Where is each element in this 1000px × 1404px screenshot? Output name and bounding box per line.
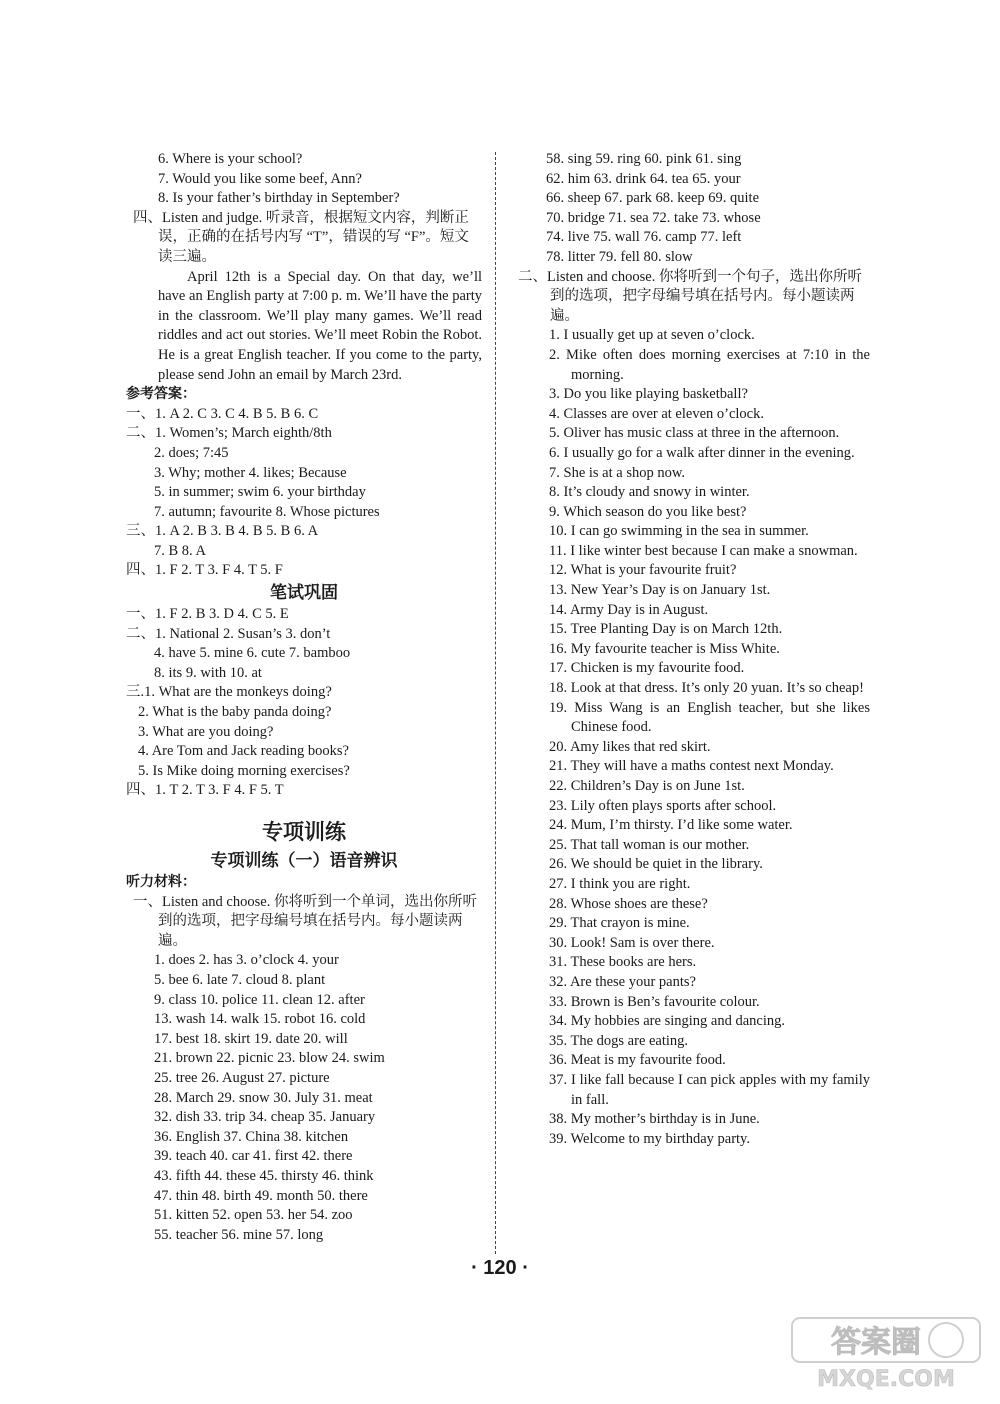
- word-line: 70. bridge 71. sea 72. take 73. whose: [546, 209, 761, 226]
- word-line: 47. thin 48. birth 49. month 50. there: [154, 1187, 368, 1204]
- section-2-title: 二、Listen and choose. 你将听到一个句子，选出你所听到的选项，把字母编号填在括号内。每小题读两遍。: [518, 268, 862, 324]
- sentence-line: 35. The dogs are eating.: [549, 1032, 689, 1049]
- sentence-line: 16. My favourite teacher is Miss White.: [549, 640, 780, 657]
- special-training-heading: 专项训练: [262, 820, 346, 844]
- sentence-line: 24. Mum, I’m thirsty. I’d like some water.: [549, 817, 793, 834]
- sentence-line: 29. That crayon is mine.: [549, 915, 690, 932]
- sentence-line: 22. Children’s Day is on June 1st.: [549, 778, 745, 794]
- word-line: 21. brown 22. picnic 23. blow 24. swim: [154, 1050, 385, 1067]
- sentence-line: 37. I like fall because I can pick apples with my family in fall.: [549, 1071, 870, 1108]
- word-line: 36. English 37. China 38. kitchen: [154, 1128, 349, 1145]
- answer-line: 2. does; 7:45: [154, 444, 229, 461]
- answer-line: 2. What is the baby panda doing?: [138, 704, 332, 721]
- word-line: 39. teach 40. car 41. first 42. there: [154, 1148, 353, 1165]
- watermark-logo-text: 答案圈: [831, 1325, 921, 1360]
- sentence-line: 12. What is your favourite fruit?: [549, 562, 737, 579]
- sentence-line: 20. Amy likes that red skirt.: [549, 738, 711, 755]
- left-column: [126, 150, 482, 1245]
- answer-line: 5. Is Mike doing morning exercises?: [138, 762, 350, 779]
- answer-line: 7. autumn; favourite 8. Whose pictures: [154, 503, 380, 520]
- sentence-line: 21. They will have a maths contest next Monday.: [549, 758, 834, 775]
- sentence-line: 2. Mike often does morning exercises at 7:10 in the morning.: [549, 346, 870, 383]
- sentence-line: 9. Which season do you like best?: [549, 503, 747, 520]
- word-line: 66. sheep 67. park 68. keep 69. quite: [546, 190, 760, 207]
- answer-line: 5. in summer; swim 6. your birthday: [154, 484, 366, 501]
- sentence-line: 38. My mother’s birthday is in June.: [549, 1111, 760, 1128]
- listening-passage: April 12th is a Special day. On that day, we’ll have an English party at 7:00 p. m. We’ll have the party in the classroom. We’ll play many games. We’ll read riddles and act out stories. We’ll meet Robin the Robot. He is a great English teacher. If you come to the party, please send John an email by March 23rd.: [158, 268, 482, 383]
- listening-material-label: 听力材料：: [126, 874, 196, 890]
- answer-line: 7. B 8. A: [154, 542, 206, 559]
- answer-line: 一、1. A 2. C 3. C 4. B 5. B 6. C: [126, 405, 319, 422]
- word-line: 1. does 2. has 3. o’clock 4. your: [154, 952, 339, 969]
- word-line: 43. fifth 44. these 45. thirsty 46. think: [154, 1167, 374, 1184]
- word-line: 78. litter 79. fell 80. slow: [546, 248, 693, 265]
- sentence-line: 6. I usually go for a walk after dinner in the evening.: [549, 444, 855, 461]
- sentence-line: 32. Are these your pants?: [549, 973, 696, 990]
- sentence-line: 3. Do you like playing basketball?: [549, 386, 748, 403]
- answer-line: 4. have 5. mine 6. cute 7. bamboo: [154, 645, 351, 662]
- sentence-line: 5. Oliver has music class at three in the afternoon.: [549, 425, 840, 442]
- answer-line: 三、1. A 2. B 3. B 4. B 5. B 6. A: [126, 523, 319, 540]
- sentence-line: 33. Brown is Ben’s favourite colour.: [549, 993, 760, 1010]
- question-line: 7. Would you like some beef, Ann?: [158, 170, 362, 187]
- question-line: 6. Where is your school?: [158, 151, 303, 167]
- sentence-line: 8. It’s cloudy and snowy in winter.: [549, 484, 750, 501]
- word-line: 32. dish 33. trip 34. cheap 35. January: [154, 1109, 376, 1126]
- answer-line: 4. Are Tom and Jack reading books?: [138, 743, 349, 760]
- question-line: 8. Is your father’s birthday in September?: [158, 190, 400, 207]
- answers-label: 参考答案：: [126, 386, 196, 403]
- watermark-url-text: MXQE.COM: [817, 1367, 955, 1392]
- special-training-subheading: 专项训练（一）语音辨识: [210, 851, 398, 871]
- word-line: 13. wash 14. walk 15. robot 16. cold: [154, 1011, 366, 1028]
- answer-line: 一、1. F 2. B 3. D 4. C 5. E: [126, 606, 289, 623]
- listen-choose-title: 一、Listen and choose. 你将听到一个单词，选出你所听到的选项，把字母编号填在括号内。每小题读两遍。: [133, 893, 477, 949]
- word-line: 28. March 29. snow 30. July 31. meat: [154, 1089, 373, 1106]
- sentence-line: 27. I think you are right.: [549, 875, 691, 892]
- sentence-line: 4. Classes are over at eleven o’clock.: [549, 405, 764, 422]
- sentence-line: 19. Miss Wang is an English teacher, but she likes Chinese food.: [549, 699, 870, 736]
- sentence-line: 1. I usually get up at seven o’clock.: [549, 327, 755, 344]
- answer-line: 二、1. Women’s; March eighth/8th: [126, 425, 332, 442]
- word-line: 62. him 63. drink 64. tea 65. your: [546, 170, 741, 187]
- answer-line: 三.1. What are the monkeys doing?: [126, 684, 332, 701]
- sentence-line: 17. Chicken is my favourite food.: [549, 660, 745, 677]
- sentence-line: 36. Meat is my favourite food.: [549, 1052, 726, 1069]
- sentence-line: 23. Lily often plays sports after school.: [549, 797, 777, 814]
- word-line: 55. teacher 56. mine 57. long: [154, 1226, 324, 1243]
- answer-line: 3. What are you doing?: [138, 723, 274, 740]
- page-number: · 120 ·: [471, 1257, 529, 1279]
- answer-line: 3. Why; mother 4. likes; Because: [154, 464, 347, 481]
- word-line: 25. tree 26. August 27. picture: [154, 1069, 330, 1086]
- sentence-line: 13. New Year’s Day is on January 1st.: [549, 582, 771, 599]
- sentence-line: 10. I can go swimming in the sea in summer.: [549, 523, 809, 540]
- right-column: [518, 150, 870, 1149]
- sentence-line: 26. We should be quiet in the library.: [549, 856, 763, 873]
- sentence-line: 7. She is at a shop now.: [549, 464, 685, 481]
- watermark-logo: [786, 1314, 986, 1394]
- answer-line: 8. its 9. with 10. at: [154, 664, 262, 681]
- sentence-line: 31. These books are hers.: [549, 954, 697, 971]
- sentence-line: 25. That tall woman is our mother.: [549, 836, 750, 853]
- word-line: 51. kitten 52. open 53. her 54. zoo: [154, 1207, 353, 1224]
- answer-line: 四、1. F 2. T 3. F 4. T 5. F: [126, 562, 283, 579]
- answer-line: 二、1. National 2. Susan’s 3. don’t: [126, 625, 331, 642]
- answer-line: 四、1. T 2. T 3. F 4. F 5. T: [126, 782, 284, 799]
- word-line: 74. live 75. wall 76. camp 77. left: [546, 229, 742, 246]
- sentence-line: 34. My hobbies are singing and dancing.: [549, 1013, 785, 1030]
- word-line: 17. best 18. skirt 19. date 20. will: [154, 1030, 348, 1047]
- written-heading: 笔试巩固: [270, 583, 338, 604]
- sentence-line: 28. Whose shoes are these?: [549, 895, 708, 912]
- sentence-line: 11. I like winter best because I can make a snowman.: [549, 542, 858, 559]
- column-divider: [495, 152, 496, 1254]
- sentence-line: 15. Tree Planting Day is on March 12th.: [549, 621, 783, 638]
- sentence-line: 39. Welcome to my birthday party.: [549, 1130, 750, 1147]
- sentence-line: 18. Look at that dress. It’s only 20 yuan. It’s so cheap!: [549, 680, 864, 697]
- word-line: 5. bee 6. late 7. cloud 8. plant: [154, 971, 326, 988]
- sentence-line: 30. Look! Sam is over there.: [549, 934, 715, 951]
- word-line: 58. sing 59. ring 60. pink 61. sing: [546, 151, 742, 167]
- word-line: 9. class 10. police 11. clean 12. after: [154, 991, 365, 1008]
- sentence-line: 14. Army Day is in August.: [549, 601, 709, 618]
- section-4-title: 四、Listen and judge. 听录音，根据短文内容，判断正误，正确的在括号内写 “T”，错误的写 “F”。短文读三遍。: [133, 209, 469, 265]
